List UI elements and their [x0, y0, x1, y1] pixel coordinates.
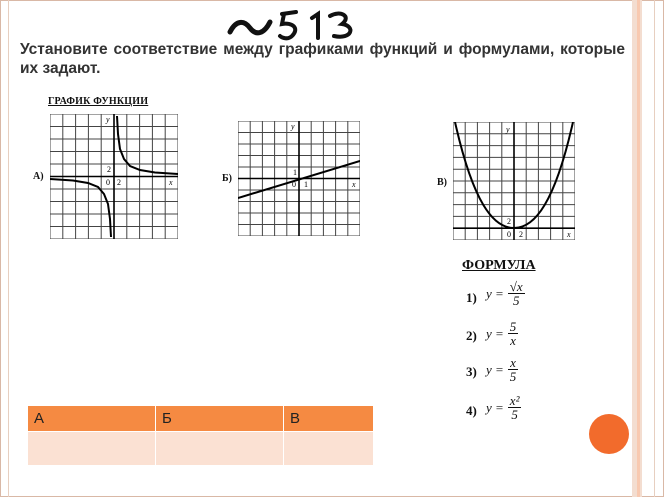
decor-circle: [589, 414, 629, 454]
graph-c: [453, 122, 575, 240]
answer-header-a: А: [28, 406, 156, 432]
graph-b-x-label: x: [352, 180, 356, 189]
right-decor-stripe: [637, 0, 640, 497]
formula-1-fraction: [508, 280, 525, 307]
graph-a-label: А): [33, 171, 44, 182]
formula-3-denominator: 5: [509, 369, 517, 384]
answer-table: [28, 406, 374, 465]
answer-table-row: [28, 432, 374, 466]
graph-b-label: Б): [222, 173, 232, 184]
graph-a-x-label: x: [169, 178, 173, 187]
graph-b-origin: 0: [292, 180, 296, 189]
graph-c-origin: 0: [507, 230, 511, 239]
formula-1-lhs: y =: [486, 285, 504, 301]
formula-2-number: 2): [466, 328, 477, 343]
right-border-line: [654, 0, 655, 497]
graph-a-curve-left: [50, 179, 111, 237]
graph-c-label: В): [437, 177, 447, 188]
graph-a-curve-right: [117, 116, 178, 174]
formula-4-lhs: y =: [486, 399, 504, 415]
left-border-line: [8, 0, 9, 497]
answer-header-b: Б: [156, 406, 284, 432]
answer-cell-b[interactable]: [156, 432, 284, 466]
formulas-heading: ФОРМУЛА: [462, 258, 536, 273]
graph-c-x-label: x: [567, 230, 571, 239]
formula-3-numerator: x: [510, 355, 516, 370]
graph-a-origin: 0: [106, 178, 110, 187]
graph-c-tick-x: 2: [519, 230, 523, 239]
handwritten-note-13: [226, 8, 366, 42]
formula-4-numerator: x²: [509, 393, 520, 408]
graph-c-y-label: y: [506, 125, 510, 134]
formula-4-denominator: 5: [511, 407, 518, 422]
formula-2-fraction: [508, 320, 519, 347]
formula-4-fraction: [508, 394, 522, 421]
graphs-heading: ГРАФИК ФУНКЦИИ: [48, 96, 149, 107]
formula-4-number: 4): [466, 403, 477, 418]
answer-cell-a[interactable]: [28, 432, 156, 466]
formula-3-number: 3): [466, 364, 477, 379]
graph-a-tick-x: 2: [117, 178, 121, 187]
graph-b: [238, 121, 360, 236]
formula-1-number: 1): [466, 290, 477, 305]
graph-c-tick-y: 2: [507, 217, 511, 226]
formula-3-lhs: y =: [486, 361, 504, 377]
formula-2-numerator: 5: [509, 319, 517, 334]
formula-2-lhs: y =: [486, 325, 504, 341]
formula-1-numerator: √x: [509, 279, 523, 294]
graph-a-tick-y: 2: [107, 165, 111, 174]
formula-2-denominator: x: [510, 333, 516, 348]
graph-b-tick-x: 1: [304, 180, 308, 189]
task-text: Установите соответствие между графиками функций и формулами, которые их задают.: [20, 41, 625, 77]
graph-a-y-label: y: [106, 115, 110, 124]
formula-1-denominator: 5: [513, 293, 520, 308]
answer-cell-c[interactable]: [284, 432, 374, 466]
answer-table-header-row: [28, 406, 374, 432]
formula-3-fraction: [508, 356, 519, 383]
graph-a: [50, 114, 178, 239]
graph-b-y-label: y: [291, 122, 295, 131]
graph-b-tick-y: 1: [293, 168, 297, 177]
answer-header-c: В: [284, 406, 374, 432]
